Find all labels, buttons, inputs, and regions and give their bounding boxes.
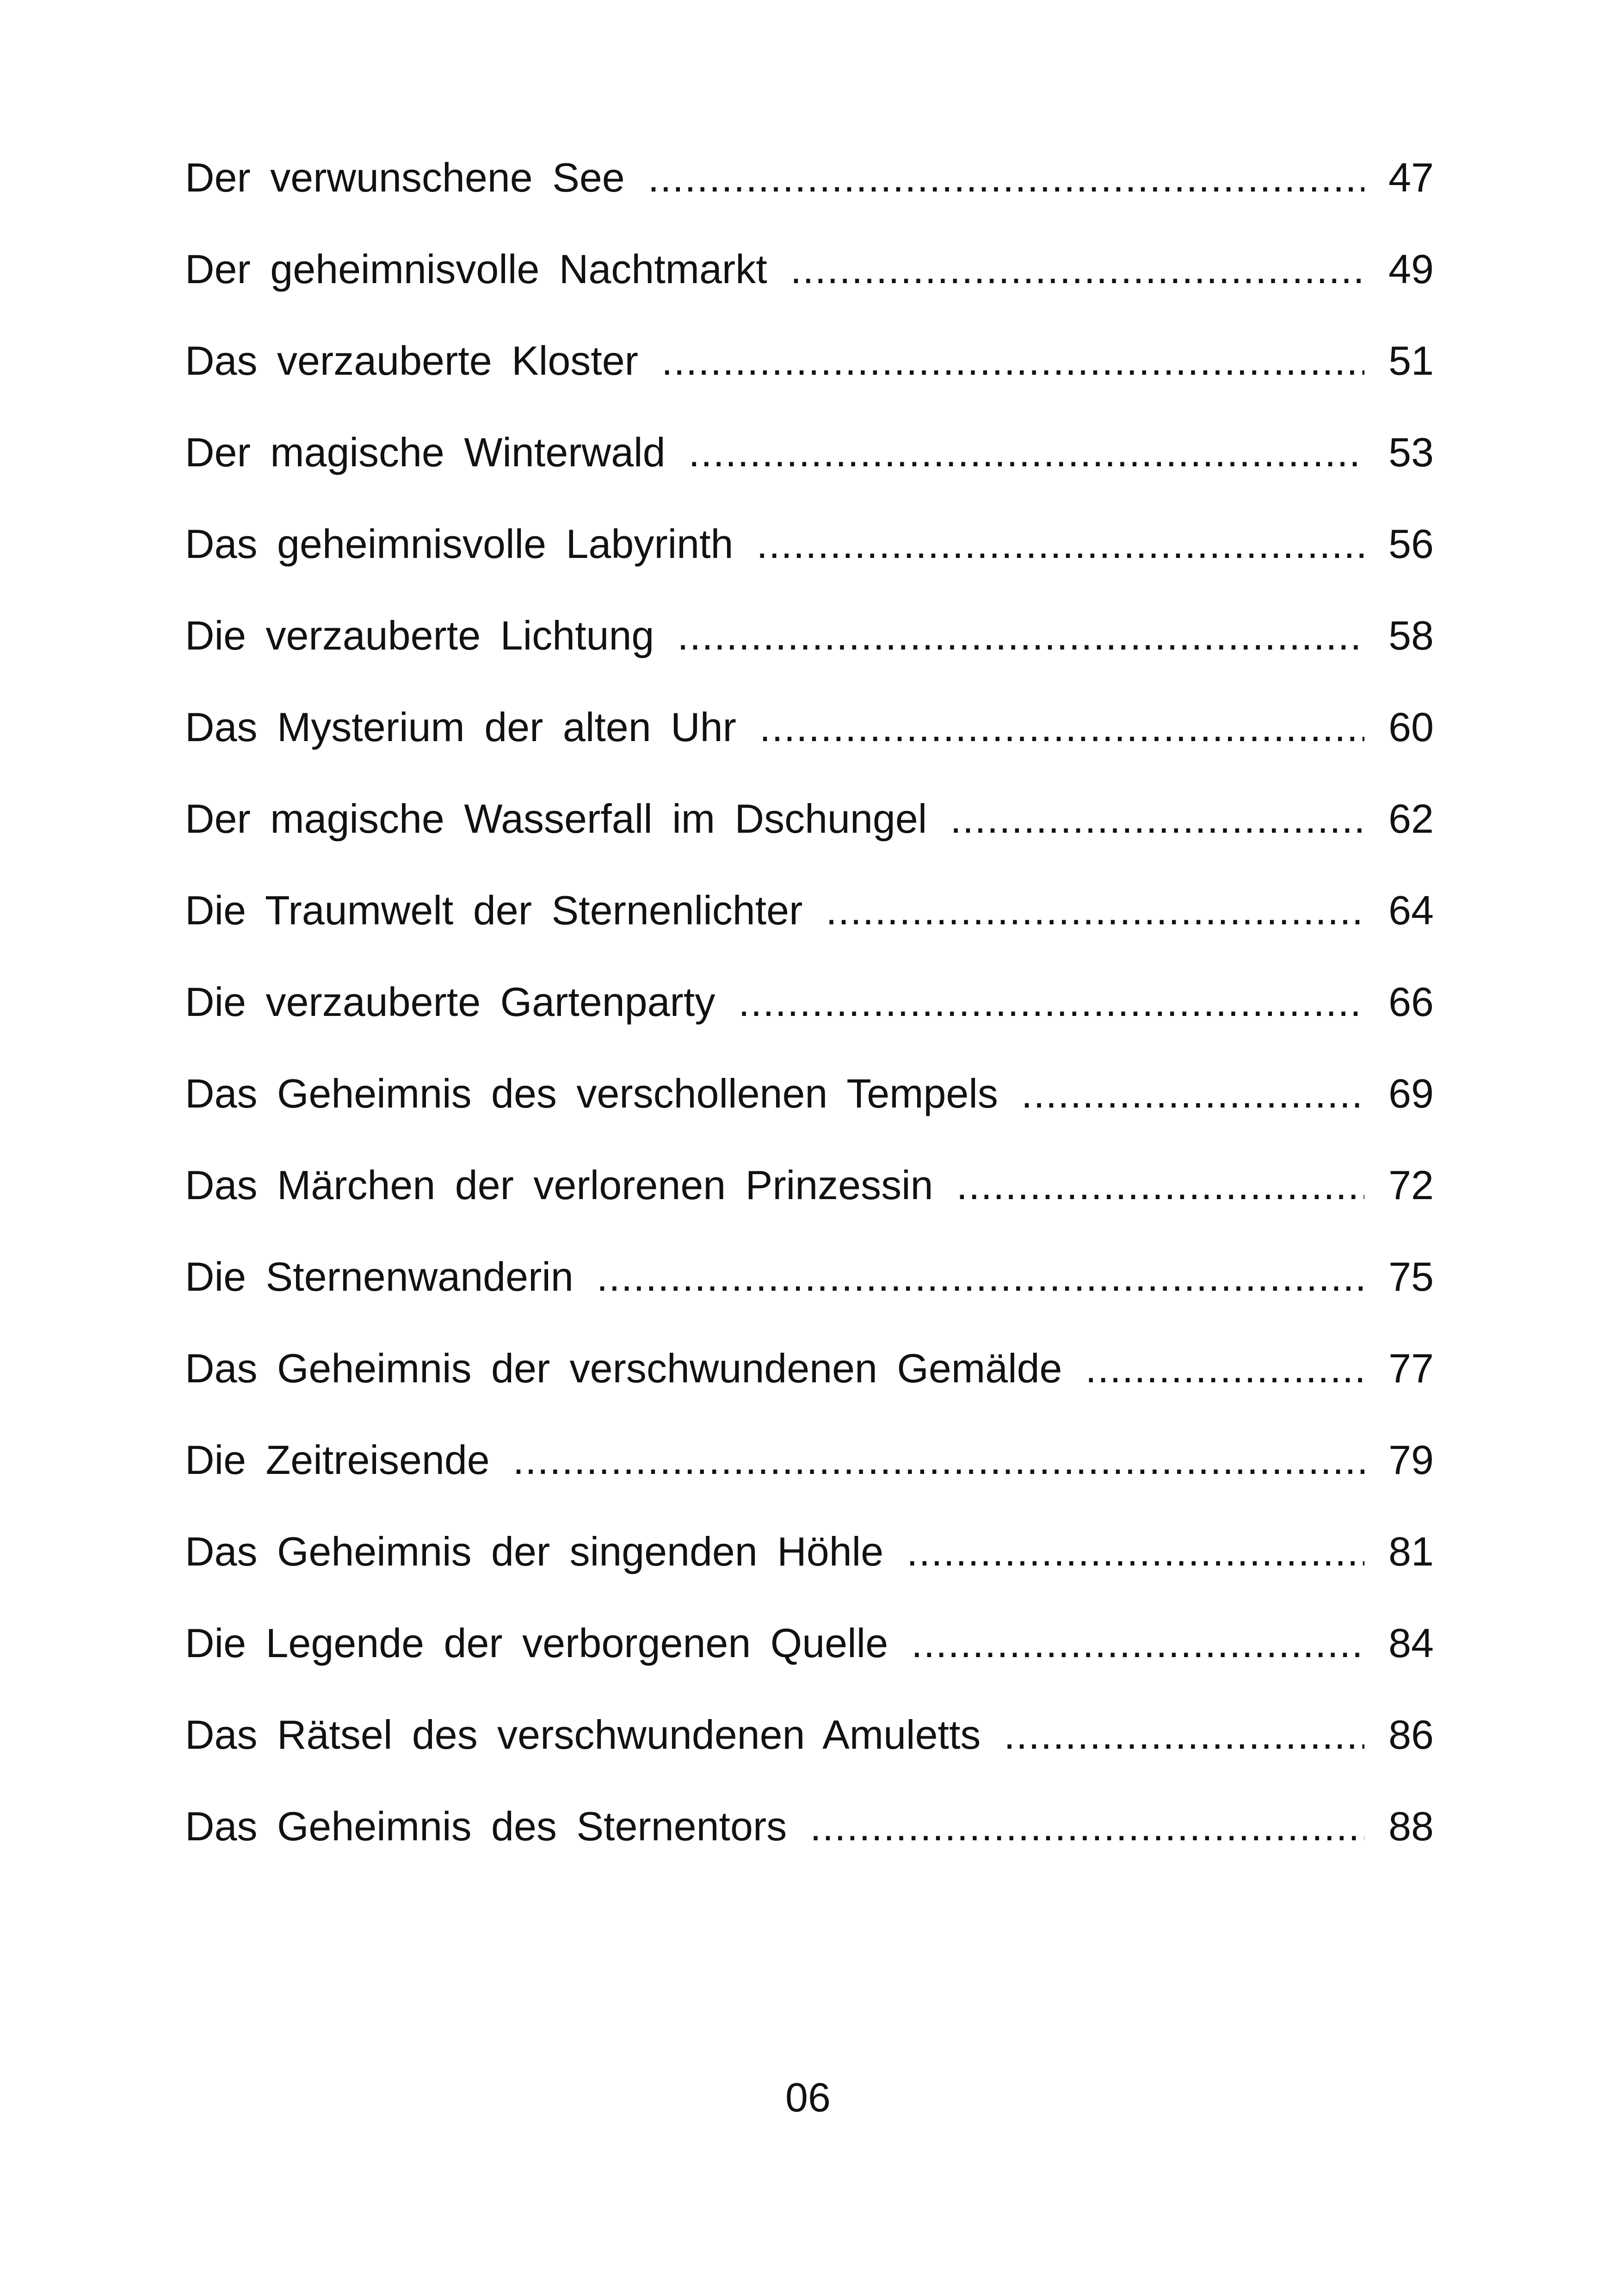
toc-entry-page: 75 bbox=[1388, 1254, 1434, 1300]
toc-entry-page: 62 bbox=[1388, 796, 1434, 842]
toc-entry-page: 69 bbox=[1388, 1071, 1434, 1116]
toc-dot-leader bbox=[677, 615, 1364, 656]
toc-entry-title: Die verzauberte Gartenparty bbox=[185, 979, 715, 1025]
toc-entry bbox=[185, 1531, 1434, 1623]
toc-dot-leader bbox=[1021, 1073, 1364, 1114]
toc-dot-leader bbox=[661, 340, 1364, 381]
toc-entry bbox=[185, 1620, 1434, 1714]
toc-entry-title: Die Traumwelt der Sternenlichter bbox=[185, 887, 803, 933]
toc-entry-page: 64 bbox=[1388, 887, 1434, 933]
toc-dot-leader bbox=[648, 157, 1364, 198]
toc-entry bbox=[185, 704, 1434, 798]
toc-entry-title: Das Geheimnis des verschollenen Tempels bbox=[185, 1071, 998, 1116]
toc-entry-title: Das Geheimnis des Sternentors bbox=[185, 1803, 787, 1849]
toc-dot-leader bbox=[738, 982, 1364, 1022]
toc-dot-leader bbox=[810, 1806, 1364, 1847]
toc-entry bbox=[185, 521, 1434, 615]
toc-entry bbox=[185, 340, 1434, 432]
toc-dot-leader bbox=[689, 432, 1364, 473]
toc-dot-leader bbox=[950, 798, 1364, 839]
table-of-contents bbox=[185, 157, 1434, 1898]
toc-entry-title: Das Märchen der verlorenen Prinzessin bbox=[185, 1162, 933, 1208]
toc-entry bbox=[185, 1162, 1434, 1256]
toc-dot-leader bbox=[790, 249, 1364, 290]
toc-entry bbox=[185, 887, 1434, 982]
toc-entry-title: Der geheimnisvolle Nachtmarkt bbox=[185, 246, 767, 292]
toc-entry-page: 72 bbox=[1388, 1162, 1434, 1208]
toc-entry-title: Der magische Wasserfall im Dschungel bbox=[185, 796, 927, 842]
toc-entry-page: 66 bbox=[1388, 979, 1434, 1025]
toc-entry bbox=[185, 157, 1434, 249]
toc-entry bbox=[185, 1073, 1434, 1165]
toc-entry bbox=[185, 1714, 1434, 1806]
toc-entry-title: Der magische Winterwald bbox=[185, 429, 666, 475]
toc-dot-leader bbox=[911, 1623, 1364, 1664]
toc-dot-leader bbox=[513, 1440, 1364, 1480]
toc-dot-leader bbox=[826, 890, 1364, 931]
toc-entry bbox=[185, 979, 1434, 1073]
toc-entry bbox=[185, 1256, 1434, 1348]
toc-entry-title: Das verzauberte Kloster bbox=[185, 338, 638, 384]
toc-entry bbox=[185, 1345, 1434, 1440]
toc-entry-page: 56 bbox=[1388, 521, 1434, 567]
toc-dot-leader bbox=[759, 707, 1364, 748]
toc-entry-page: 49 bbox=[1388, 246, 1434, 292]
toc-dot-leader bbox=[1086, 1348, 1365, 1389]
toc-entry-page: 86 bbox=[1388, 1712, 1434, 1758]
toc-entry bbox=[185, 1437, 1434, 1531]
toc-dot-leader bbox=[956, 1165, 1364, 1206]
toc-entry bbox=[185, 615, 1434, 707]
toc-entry-page: 81 bbox=[1388, 1529, 1434, 1574]
toc-entry bbox=[185, 1803, 1434, 1898]
toc-entry-page: 58 bbox=[1388, 613, 1434, 658]
toc-entry-title: Das Geheimnis der verschwundenen Gemälde bbox=[185, 1345, 1062, 1391]
toc-entry bbox=[185, 246, 1434, 340]
toc-entry-title: Die verzauberte Lichtung bbox=[185, 613, 654, 658]
toc-entry-page: 79 bbox=[1388, 1437, 1434, 1483]
toc-entry-title: Das Rätsel des verschwundenen Amuletts bbox=[185, 1712, 981, 1758]
toc-entry-title: Das geheimnisvolle Labyrinth bbox=[185, 521, 734, 567]
toc-entry-title: Das Mysterium der alten Uhr bbox=[185, 704, 736, 750]
toc-entry-page: 84 bbox=[1388, 1620, 1434, 1666]
page-number: 06 bbox=[785, 2074, 831, 2120]
toc-entry-title: Der verwunschene See bbox=[185, 155, 625, 200]
toc-entry-page: 77 bbox=[1388, 1345, 1434, 1391]
toc-entry-title: Das Geheimnis der singenden Höhle bbox=[185, 1529, 884, 1574]
toc-entry-page: 88 bbox=[1388, 1803, 1434, 1849]
toc-entry-page: 47 bbox=[1388, 155, 1434, 200]
toc-dot-leader bbox=[907, 1531, 1364, 1572]
toc-entry bbox=[185, 429, 1434, 524]
toc-entry bbox=[185, 798, 1434, 890]
toc-dot-leader bbox=[757, 524, 1365, 564]
toc-entry-page: 60 bbox=[1388, 704, 1434, 750]
toc-entry-title: Die Legende der verborgenen Quelle bbox=[185, 1620, 888, 1666]
toc-entry-page: 51 bbox=[1388, 338, 1434, 384]
toc-dot-leader bbox=[597, 1256, 1364, 1297]
toc-entry-title: Die Zeitreisende bbox=[185, 1437, 490, 1483]
toc-entry-title: Die Sternenwanderin bbox=[185, 1254, 574, 1300]
toc-dot-leader bbox=[1004, 1714, 1364, 1755]
toc-entry-page: 53 bbox=[1388, 429, 1434, 475]
